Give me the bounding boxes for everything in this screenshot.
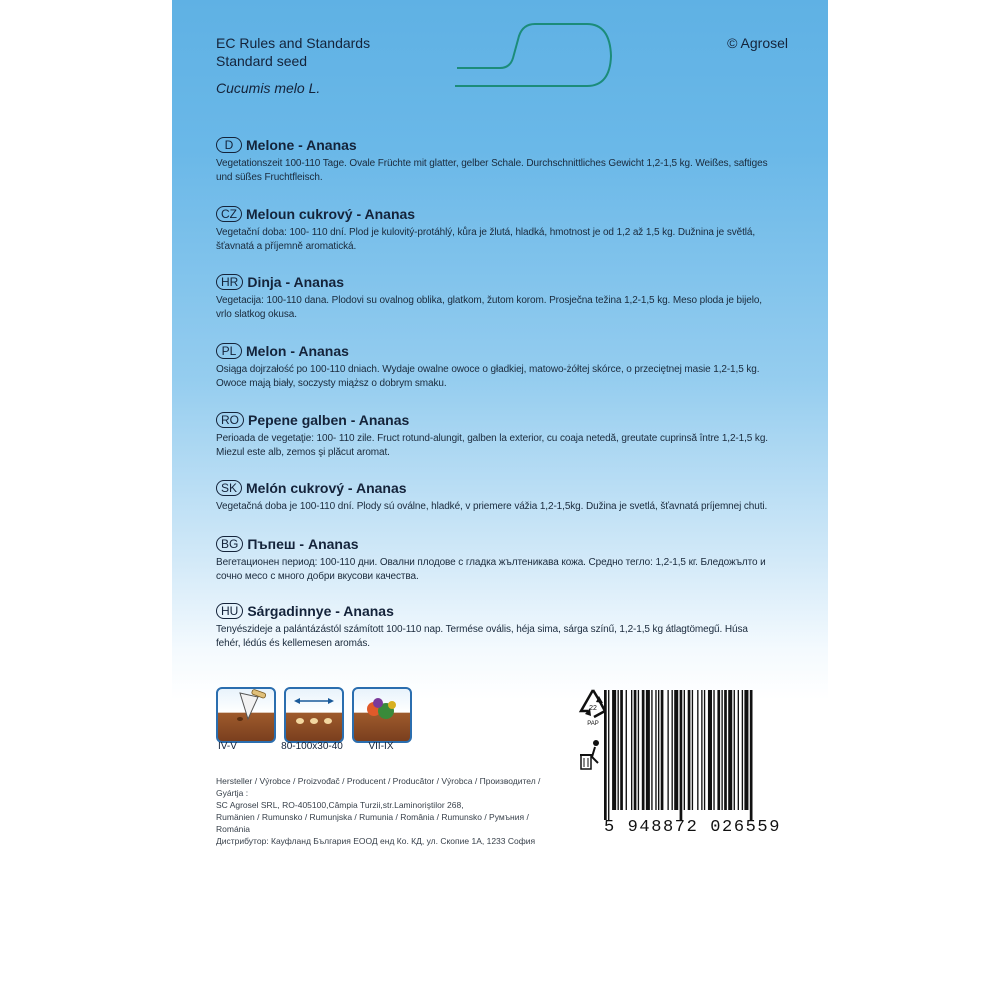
barcode-bar [721, 690, 722, 810]
barcode [602, 690, 796, 820]
barcode-number: 5 948872 026559 [604, 818, 782, 837]
barcode-bar [688, 690, 691, 810]
manufacturer-line: SC Agrosel SRL, RO-405100,Câmpia Turzii,str.Laminoriştilor 268, [216, 800, 464, 810]
barcode-bar [728, 690, 732, 810]
variety-description: Osiąga dojrzałość po 100-110 dniach. Wydaje owalne owoce o gładkiej, matowo-żółtej skórce, o przeciętnej masie 1,2-1,5 kg. Owoce mają biały, soczysty miąższ o dobrym smaku. [216, 364, 760, 389]
language-code: PL [216, 343, 242, 359]
copyright-label: © Agrosel [727, 35, 788, 51]
barcode-bar [742, 690, 743, 810]
sowing-period-label: IV-V [218, 741, 237, 752]
variety-name: Melone - Ananas [246, 137, 357, 153]
seed-packet-back [172, 0, 828, 1000]
language-code: HR [216, 274, 243, 290]
barcode-bar [634, 690, 637, 810]
barcode-bar [734, 690, 735, 810]
barcode-bar [658, 690, 659, 810]
harvest-period-label: VII-IX [368, 741, 394, 752]
barcode-bar [604, 690, 607, 820]
section-pl [216, 342, 771, 391]
variety-name: Melón cukrový - Ananas [246, 480, 407, 496]
barcode-bar [655, 690, 656, 810]
barcode-bar [692, 690, 693, 810]
variety-name: Sárgadinnye - Ananas [247, 603, 394, 619]
barcode-bar [608, 690, 609, 820]
section-bg [216, 535, 771, 584]
distributor-line: Дистрибутор: Кауфланд България ЕООД енд Ко. КД, ул. Скопие 1А, 1233 София [216, 836, 536, 846]
standards-label: EC Rules and Standards [216, 35, 371, 51]
language-code: BG [216, 536, 243, 552]
language-code: D [216, 137, 242, 153]
variety-name: Dinja - Ananas [247, 274, 345, 290]
barcode-bar [661, 690, 664, 810]
barcode-bar [744, 690, 748, 810]
language-code: HU [216, 603, 243, 619]
section-hr [216, 273, 771, 322]
recycle-number: 22 [589, 705, 597, 712]
variety-name: Melon - Ananas [246, 343, 349, 359]
variety-name: Pepene galben - Ananas [248, 412, 410, 428]
harvest-basket-icon [352, 687, 412, 743]
manufacturer-info [216, 775, 546, 847]
barcode-bar [680, 690, 683, 820]
barcode-bar [674, 690, 678, 810]
section-sk [216, 479, 771, 514]
language-code: CZ [216, 206, 242, 222]
variety-name: Meloun cukrový - Ananas [246, 206, 416, 222]
barcode-bar [672, 690, 673, 810]
trowel-sowing-icon [216, 687, 276, 743]
barcode-bar [626, 690, 627, 810]
variety-description: Vegetačná doba je 100-110 dní. Plody sú oválne, hladké, v priemere vážia 1,2-1,5kg. Dužina je svetlá, šťavnatá príjemnej chuti. [216, 501, 768, 512]
barcode-bar [750, 690, 753, 820]
barcode-bar [724, 690, 727, 810]
barcode-bar [638, 690, 639, 810]
variety-description: Vegetacija: 100-110 dana. Plodovi su ovalnog oblika, glatkom, žutom korom. Prosječna težina 1,2-1,5 kg. Meso ploda je bijelo, vrlo slatkog okusa. [216, 295, 762, 320]
language-code: RO [216, 412, 244, 428]
latin-name: Cucumis melo L. [216, 80, 321, 96]
barcode-bar [717, 690, 720, 810]
barcode-bar [684, 690, 685, 810]
hanger-hole-outline [455, 22, 613, 88]
barcode-bar [618, 690, 619, 810]
language-code: SK [216, 480, 242, 496]
barcode-bar [708, 690, 712, 810]
trash-bin-icon [578, 739, 604, 771]
section-cz [216, 205, 771, 254]
barcode-bar [631, 690, 632, 810]
variety-description: Вегетационен период: 100-110 дни. Овални плодове с гладка жълтеникава кожа. Средно тегло: 1,2-1,5 кг. Бледожълто и сочно месо с много добри вкусови качества. [216, 557, 766, 582]
section-hu [216, 602, 771, 651]
recycle-code: PAP [587, 721, 599, 727]
spacing-label: 80-100x30-40 [281, 741, 343, 752]
variety-description: Perioada de vegetaţie: 100- 110 zile. Fruct rotund-alungit, galben la exterior, cu coaja netedă, greutate cuprinsă între 1,2-1,5 kg. Miezul este alb, zemos şi plăcut aromat. [216, 433, 768, 458]
variety-description: Vegetační doba: 100- 110 dní. Plod je kulovitý-protáhlý, kůra je žlutá, hladká, hmotnost je od 1,2 až 1,5 kg. Dužnina je světlá, šťavnatá a příjemně aromatická. [216, 227, 756, 252]
seed-category-label: Standard seed [216, 53, 308, 69]
barcode-bar [667, 690, 668, 810]
barcode-bar [704, 690, 705, 810]
barcode-bar [651, 690, 652, 810]
barcode-bar [701, 690, 702, 810]
barcode-bar [612, 690, 616, 810]
barcode-bar [713, 690, 714, 810]
barcode-bar [646, 690, 650, 810]
barcode-bar [697, 690, 698, 810]
barcode-bar [620, 690, 623, 810]
spacing-arrow-icon [284, 687, 344, 743]
barcode-bar [738, 690, 739, 810]
section-ro [216, 411, 771, 460]
variety-name: Пъпеш - Ananas [247, 536, 359, 552]
barcode-bar [642, 690, 645, 810]
variety-description: Tenyészideje a palántázástól számított 100-110 nap. Termése ovális, héja sima, sárga színű, 1,2-1,5 kg átlagtömegű. Húsa fehér, lédús és kellemesen aromás. [216, 624, 748, 649]
manufacturer-line: Hersteller / Výrobce / Proizvođač / Producent / Producător / Výrobca / Производител / Gyártja : [216, 776, 541, 798]
variety-description: Vegetationszeit 100-110 Tage. Ovale Früchte mit glatter, gelber Schale. Durchschnittliches Gewicht 1,2-1,5 kg. Weißes, saftiges und süßes Fruchtfleisch. [216, 158, 768, 183]
manufacturer-line: Rumänien / Rumunsko / Rumunjska / Rumunia / România / Rumunsko / Румъния / Románia [216, 812, 529, 834]
section-de [216, 136, 771, 185]
